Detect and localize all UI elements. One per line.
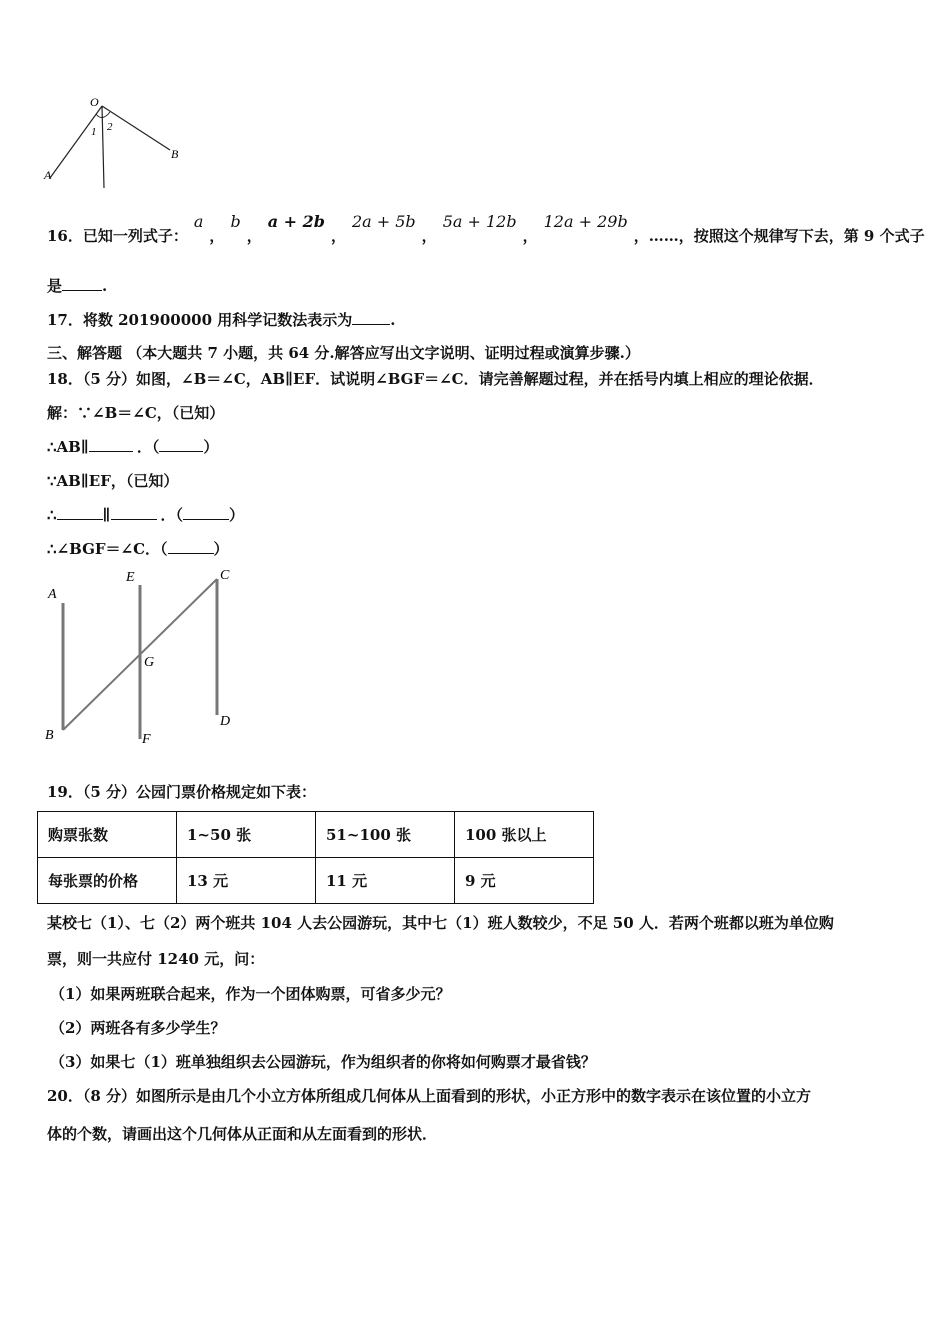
label-b: B	[171, 147, 179, 161]
q18-line5-b: ）	[213, 540, 229, 558]
q18-line3: ∵AB∥EF，（已知）	[47, 472, 179, 490]
question-16: 16．已知一列式子：a，b，a + 2b，2a + 5b，5a + 12b，12a + 29b，……，按照这个规律写下去，第 9 个式子	[47, 212, 925, 245]
q19-sub1: （1）如果两班联合起来，作为一个团体购票，可省多少元？	[50, 985, 451, 1003]
q16-prefix: 16．已知一列式子：	[47, 227, 188, 245]
q18-line2	[47, 436, 218, 457]
table-row	[38, 812, 594, 858]
table-cell: 9 元	[455, 858, 594, 904]
q17-text: 17．将数 201900000 用科学记数法表示为	[47, 311, 353, 329]
q20-line1: 20．（8 分）如图所示是由几个小立方体所组成几何体从上面看到的形状，小正方形中的数字表示在该位置的小立方	[47, 1087, 812, 1105]
q19-sub2: （2）两班各有多少学生？	[50, 1019, 226, 1037]
q19-para2: 票，则一共应付 1240 元，问：	[47, 950, 265, 968]
q19-sub3: （3）如果七（1）班单独组织去公园游玩，作为组织者的你将如何购票才最省钱？	[50, 1053, 596, 1071]
angle-arc	[96, 112, 110, 118]
q18-stem: 18．（5 分）如图，∠B＝∠C，AB∥EF．试说明∠BGF＝∠C．请完善解题过程，并在括号内填上相应的理论依据．	[47, 370, 824, 388]
q18-line5-a: ∴∠BGF＝∠C．（	[47, 540, 168, 558]
q18-line5	[47, 538, 229, 559]
section-3-heading: 三、解答题 （本大题共 7 小题，共 64 分.解答应写出文字说明、证明过程或演算步骤.）	[47, 344, 640, 362]
q16-term-2: b	[230, 212, 241, 231]
q18-reason-blank-2[interactable]	[183, 505, 229, 520]
table-cell: 11 元	[316, 858, 455, 904]
label-b: B	[45, 728, 54, 743]
table-cell: 购票张数	[38, 812, 177, 858]
label-2: 2	[107, 121, 113, 133]
ray-oa	[50, 106, 102, 178]
q18-blank-3[interactable]	[111, 505, 157, 520]
q18-line4-b: ∥	[102, 506, 111, 524]
q18-blank-2[interactable]	[57, 505, 103, 520]
table-cell: 每张票的价格	[38, 858, 177, 904]
q19-stem: 19．（5 分）公园门票价格规定如下表：	[47, 783, 317, 801]
q18-line4-a: ∴	[47, 506, 57, 524]
q20-line2: 体的个数，请画出这个几何体从正面和从左面看到的形状．	[47, 1125, 438, 1143]
q16-suffix: ，……，按照这个规律写下去，第 9 个式子	[633, 227, 925, 245]
label-c: C	[220, 568, 230, 583]
q16-term-4: 2a + 5b	[351, 212, 416, 231]
q18-line4	[47, 504, 244, 525]
label-d: D	[220, 714, 231, 729]
q18-line4-d: ）	[229, 506, 245, 524]
table-row	[38, 858, 594, 904]
table-cell: 1~50 张	[177, 812, 316, 858]
q16-line2	[47, 275, 107, 296]
table-cell: 100 张以上	[455, 812, 594, 858]
ray-o-down	[102, 106, 104, 188]
parallel-lines-figure	[40, 565, 240, 750]
q19-para1: 某校七（1）、七（2）两个班共 104 人去公园游玩，其中七（1）班人数较少，不足 50 人．若两个班都以班为单位购	[47, 914, 834, 932]
q16-term-6: 12a + 29b	[543, 212, 628, 231]
label-1: 1	[91, 126, 97, 138]
q16-line2-text: 是	[47, 277, 63, 295]
table-cell: 13 元	[177, 858, 316, 904]
q16-end: .	[102, 277, 108, 295]
label-f: F	[142, 732, 151, 747]
q16-answer-blank[interactable]	[62, 276, 102, 291]
label-e: E	[126, 570, 135, 585]
question-17	[47, 309, 396, 330]
label-o: O	[90, 95, 99, 109]
q18-line2-a: ∴AB∥	[47, 438, 89, 456]
q16-term-3: a + 2b	[267, 212, 325, 231]
q16-term-5: 5a + 12b	[442, 212, 517, 231]
q18-line2-b: ．（	[136, 438, 160, 456]
price-table	[37, 811, 594, 904]
q18-blank-1[interactable]	[89, 437, 133, 452]
q18-line4-c: ．（	[160, 506, 184, 524]
angle-figure	[40, 92, 190, 192]
label-a: A	[44, 168, 52, 182]
q17-answer-blank[interactable]	[352, 310, 390, 325]
q16-term-1: a	[193, 212, 204, 231]
table-cell: 51~100 张	[316, 812, 455, 858]
q18-line1: 解：∵∠B＝∠C，（已知）	[47, 404, 225, 422]
q18-reason-blank-1[interactable]	[159, 437, 203, 452]
q18-reason-blank-3[interactable]	[168, 539, 214, 554]
q18-line2-c: ）	[203, 438, 219, 456]
label-g: G	[144, 655, 155, 670]
label-a: A	[48, 587, 57, 602]
q17-end: .	[390, 311, 396, 329]
